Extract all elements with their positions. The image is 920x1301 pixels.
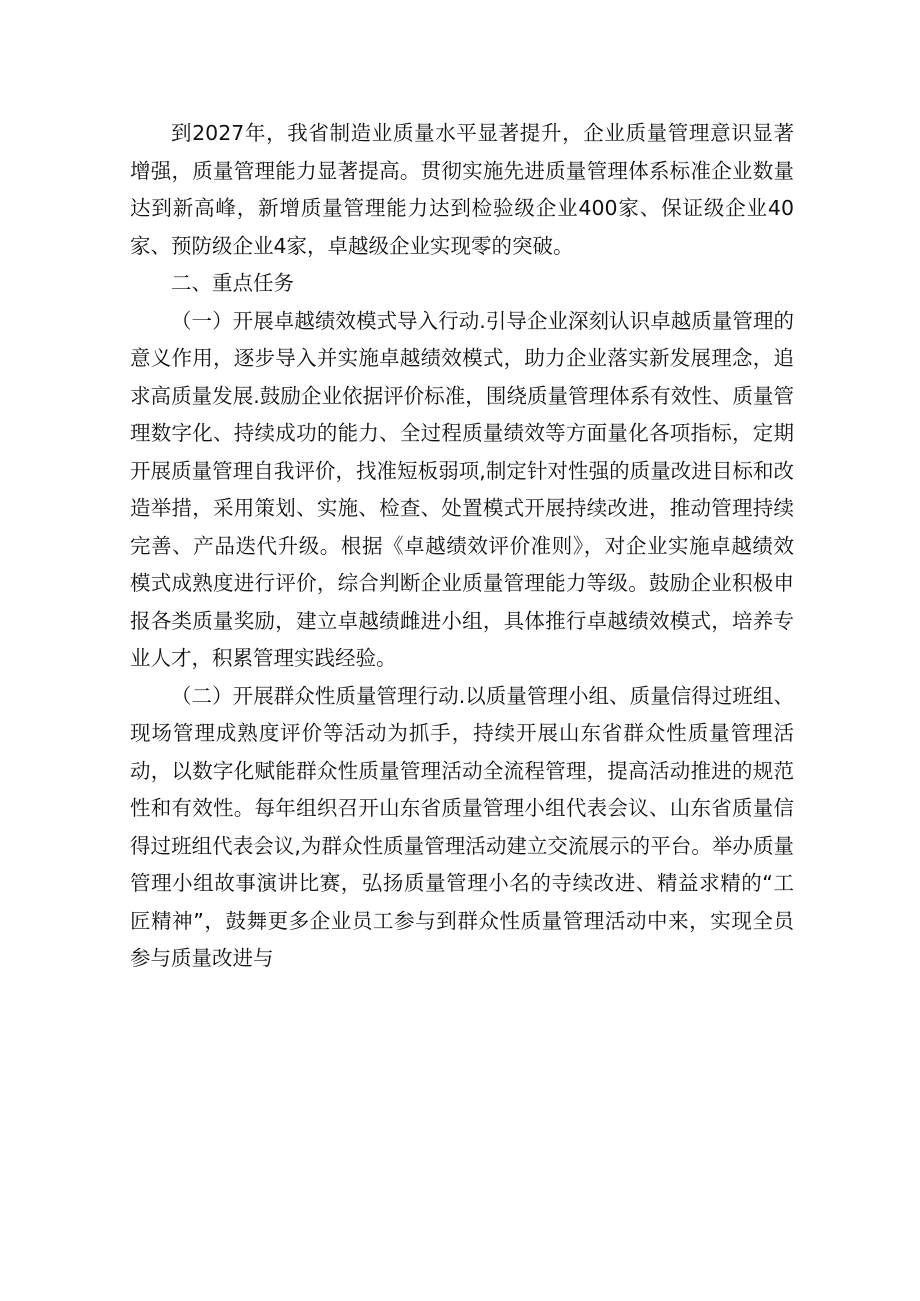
paragraph-task-mass-quality: （二）开展群众性质量管理行动.以质量管理小组、质量信得过班组、现场管理成熟度评价等活动为抓手，持续开展山东省群众性质量管理活动，以数字化赋能群众性质量管理活动全流程管理，提高活动推进的规范性和有效性。每年组织召开山东省质量管理小组代表会议、山东省质量信得过班组代表会议,为群众性质量管理活动建立交流展示的平台。举办质量管理小组故事演讲比赛，弘扬质量管理小名的寺续改进、精益求精的“工匠精神”，鼓舞更多企业员工参与到群众性质量管理活动中来，实现全员参与质量改进与 <box>130 683 794 970</box>
document-body <box>130 115 794 978</box>
paragraph-goal-2027: 到2027年，我省制造业质量水平显著提升，企业质量管理意识显著增强，质量管理能力显著提高。贯彻实施先进质量管理体系标准企业数量达到新高峰，新增质量管理能力达到检验级企业400家、保证级企业40家、预防级企业4家，卓越级企业实现零的突破。 <box>130 121 794 258</box>
section-heading-key-tasks: 二、重点任务 <box>171 271 294 295</box>
paragraph-task-excellence-model: （一）开展卓越绩效模式导入行动.引导企业深刻认识卓越质量管理的意义作用，逐步导入并实施卓越绩效模式，助力企业落实新发展理念，追求高质量发展.鼓励企业依据评价标准，围绕质量管理体系有效性、质量管理数字化、持续成功的能力、全过程质量绩效等方面量化各项指标，定期开展质量管理自我评价，找准短板弱项,制定针对性强的质量改进目标和改造举措，采用策划、实施、检查、处置模式开展持续改进，推动管理持续完善、产品迭代升级。根据《卓越绩效评价准则》，对企业实施卓越绩效模式成熟度进行评价，综合判断企业质量管理能力等级。鼓励企业积极申报各类质量奖励，建立卓越绩雌进小组，具体推行卓越绩效模式，培养专业人才，积累管理实践经验。 <box>130 308 794 670</box>
